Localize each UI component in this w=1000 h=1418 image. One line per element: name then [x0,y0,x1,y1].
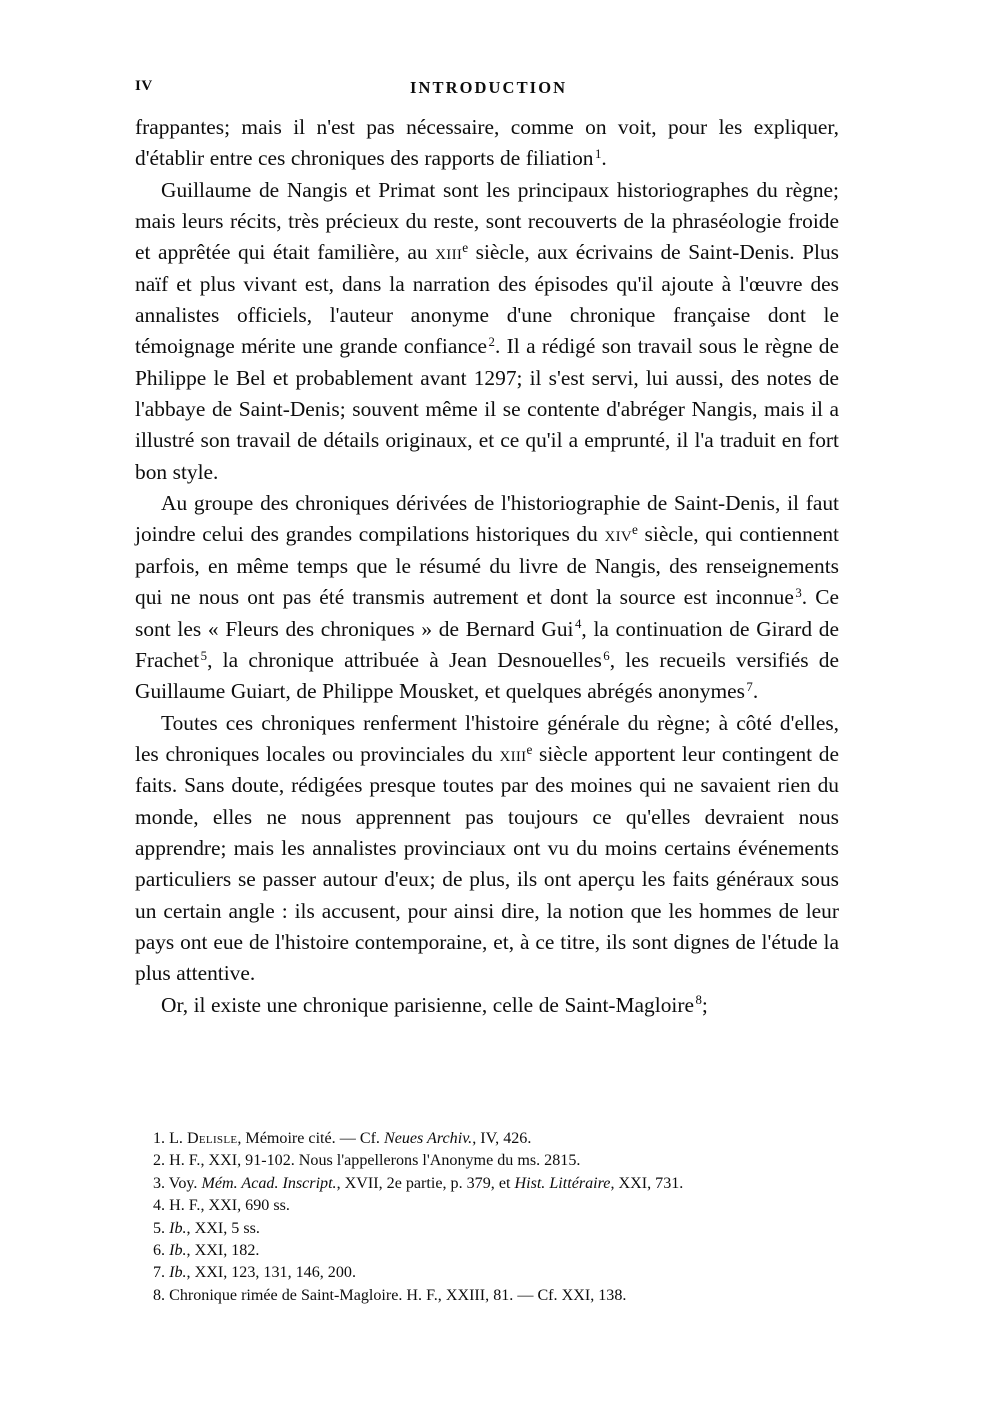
footnote-item [153,1128,843,1150]
body-text-block [135,112,839,1021]
paragraph-3-text: Au groupe des chroniques dérivées de l'historiographie de Saint-Denis, il faut joindre celui des grandes compilations historiques du [135,491,839,547]
footnote-ref-7[interactable]: 7 [746,680,753,694]
paragraph-1-tail: . [601,146,607,171]
paragraph-3 [135,488,839,707]
footnote-ref-5[interactable]: 5 [200,648,208,663]
paragraph-4-text: Toutes ces chroniques renferment l'histoire générale du règne; à côté d'elles, les chroniques locales ou provinciales du [135,710,839,766]
footnote-number: 5. [153,1219,166,1237]
paragraph-1 [135,112,839,175]
footnote-item [153,1240,843,1262]
paragraph-3-text2: siècle, qui contiennent parfois, en même temps que le résumé du livre de Nangis, des renseignements qui ne nous ont pas été transmis autrement et dont la source est inconnue [135,522,839,610]
paragraph-4-text2: siècle apportent leur contingent de faits. Sans doute, rédigées presque toutes par des moines qui ne savaient rien du monde, elles ne nous apprennent pas toujours ce qu'elles devraient nous apprendre; mais les annalistes provinciaux ont vu du moins certains événements particuliers se passer autour d'eux; de plus, ils ont aperçu les faits généraux sous un certain angle : ils accusent, pour ainsi dire, la notion que les hommes de leur pays ont eue de l'histoire contemporaine, et, à ce titre, ils sont dignes de l'étude la plus attentive. [135,741,839,986]
footnote-pre: Voy. [165,1174,202,1192]
footnote-ref-3[interactable]: 3 [795,585,802,600]
footnote-item [153,1150,843,1172]
footnote-item [153,1218,843,1240]
footnote-title-italic: Ib. [169,1264,187,1282]
footnote-post: , XVII, 2e partie, p. 379, et [336,1174,515,1192]
paragraph-2-tail: . Il a rédigé son travail sous le règne de Philippe le Bel et probablement avant 1297; il s'est servi, lui aussi, des notes de l'abbaye de Saint-Denis; souvent même il se contente d'abréger Nangis, mais il a illustré son travail de détails originaux, et ce qu'il a emprunté, il l'a traduit en fort bon style. [135,334,839,484]
footnote-pre: H. F., XXI, 690 ss. [165,1197,290,1215]
footnote-title-italic: Mém. Acad. Inscript. [201,1174,337,1192]
footnote-pre: H. F., XXI, 91-102. Nous l'appellerons l'Anonyme du ms. 2815. [165,1152,581,1170]
footnote-number: 1. [153,1130,166,1147]
paragraph-3-tail2: , la continuation de Girard de Frachet [135,616,839,672]
footnote-post: , XXI, 5 ss. [186,1219,260,1237]
running-head [135,78,840,100]
paragraph-2 [135,175,839,488]
footnote-post: , XXI, 182. [186,1242,260,1260]
paragraph-3-ordinal: e [632,522,638,538]
paragraph-5 [135,990,839,1021]
footnote-ref-6[interactable]: 6 [603,648,610,663]
footnote-pre: L. [165,1130,187,1147]
running-head-title: INTRODUCTION [409,78,568,97]
footnote-number: 2. [153,1152,166,1170]
footnote-post: , XXI, 123, 131, 146, 200. [186,1264,356,1282]
footnote-mid: , Mémoire cité. — Cf. [237,1130,384,1147]
paragraph-3-tail3: , la chronique attribuée à Jean Desnouelles [207,647,602,672]
paragraph-5-tail: ; [701,992,708,1017]
footnote-item [153,1262,843,1284]
footnote-author-smallcaps: Delisle [186,1130,238,1147]
footnote-ref-1[interactable]: 1 [594,147,602,162]
paragraph-3-century-smallcaps: xiv [604,522,633,547]
footnote-item [153,1285,843,1307]
footnote-number: 7. [153,1264,166,1282]
footnote-ref-4[interactable]: 4 [574,617,582,632]
paragraph-2-ordinal: e [462,240,469,256]
footnote-post-2: , XXI, 731. [610,1174,684,1192]
paragraph-4-century-smallcaps: xiii [499,741,527,766]
footnote-title-italic: Ib. [169,1219,187,1237]
paragraph-1-text: frappantes; mais il n'est pas nécessaire, comme on voit, pour les expliquer, d'établir entre ces chroniques des rapports de filiation [135,115,839,171]
footnote-title-italic: Ib. [169,1242,187,1260]
footnote-title-italic: Neues Archiv. [383,1130,473,1147]
footnote-number: 4. [153,1197,166,1215]
footnote-ref-2[interactable]: 2 [488,335,495,350]
footnotes-block [153,1128,843,1307]
page-folio-number: IV [135,78,153,94]
footnote-number: 3. [153,1174,166,1192]
footnote-item [153,1173,843,1195]
paragraph-3-tail4: , les recueils versifiés de Guillaume Guiart, de Philippe Mousket, et quelques abrégés anonymes [135,647,839,704]
paragraph-3-tail: . Ce sont les « Fleurs des chroniques » de Bernard Gui [135,585,839,641]
footnote-number: 8. [153,1286,166,1304]
paragraph-5-text: Or, il existe une chronique parisienne, celle de Saint-Magloire [161,992,694,1017]
footnote-pre: Chronique rimée de Saint-Magloire. H. F., XXIII, 81. — Cf. XXI, 138. [165,1286,627,1304]
footnote-post: , IV, 426. [472,1130,532,1147]
footnote-ref-8[interactable]: 8 [695,993,702,1008]
paragraph-4-ordinal: e [526,741,533,757]
footnote-title-italic-2: Hist. Littéraire [514,1174,611,1192]
paragraph-3-tail5: . [752,679,759,704]
paragraph-4 [135,708,839,990]
paragraph-2-text: Guillaume de Nangis et Primat sont les principaux historiographes du règne; mais leurs récits, très précieux du reste, sont recouverts de la phraséologie froide et apprêtée qui était familière, au [135,177,839,265]
footnote-number: 6. [153,1242,166,1260]
footnote-item [153,1195,843,1217]
paragraph-2-century-smallcaps: xiii [435,240,463,265]
paragraph-2-text2: siècle, aux écrivains de Saint-Denis. Plus naïf et plus vivant est, dans la narration des épisodes qu'il ajoute à l'œuvre des annalistes officiels, l'auteur anonyme d'une chronique française dont le témoignage mérite une grande confiance [135,240,839,359]
